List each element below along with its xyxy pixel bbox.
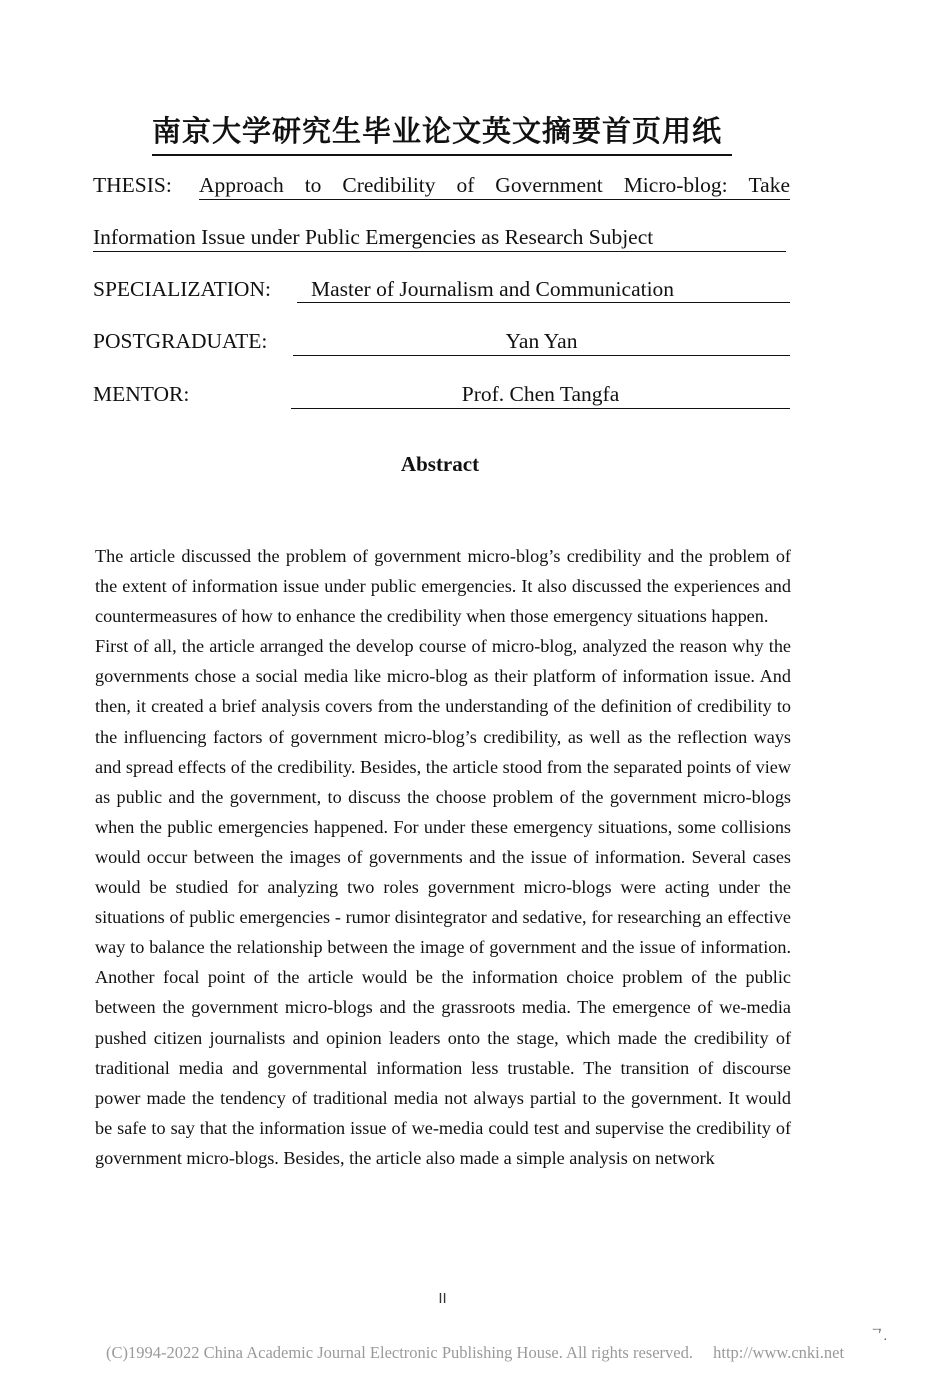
postgraduate-value: Yan Yan: [293, 328, 790, 356]
thesis-word: Approach: [199, 173, 284, 197]
mentor-label: MENTOR:: [93, 382, 190, 406]
thesis-word: to: [304, 173, 322, 197]
abstract-heading: Abstract: [400, 452, 480, 476]
thesis-row: [93, 172, 790, 202]
mentor-value: Prof. Chen Tangfa: [291, 381, 790, 409]
postgraduate-label: POSTGRADUATE:: [93, 329, 268, 353]
thesis-word: Government: [495, 173, 603, 197]
corner-mark: ᄀ.: [870, 1329, 888, 1344]
abstract-paragraph: First of all, the article arranged the develop course of micro-blog, analyzed the reason why the governments chose a social media like micro-blog as their platform of information issue. And then, it created a brief analysis covers from the understanding of the definition of credibility to the influencing factors of government micro-blog’s credibility, as well as the reflection ways and spread effects of the credibility. Besides, the article stood from the separated points of view as public and the government, to discuss the choose problem of the government micro-blogs when the public emergencies happened. For under these emergency situations, some collisions would occur between the images of governments and the issue of information. Several cases would be studied for analyzing two roles government micro-blogs were acting under the situations of public emergencies - rumor disintegrator and sedative, for researching an effective way to balance the relationship between the image of government and the issue of information. Another focal point of the article would be the information choice problem of the public between the government micro-blogs and the grassroots media. The emergence of we-media pushed citizen journalists and opinion leaders onto the stage, which made the credibility of traditional media and governmental information less trustable. The transition of discourse power made the tendency of traditional media not always partial to the government. It would be safe to say that the information issue of we-media could test and supervise the credibility of government micro-blogs. Besides, the article also made a simple analysis on network: [95, 636, 791, 1168]
page-number: II: [438, 1290, 447, 1307]
thesis-title-line2: Information Issue under Public Emergencies as Research Subject: [93, 224, 786, 252]
abstract-paragraph: The article discussed the problem of government micro-blog’s credibility and the problem of the extent of information issue under public emergencies. It also discussed the experiences and countermeasures of how to enhance the credibility when those emergency situations happen.: [95, 546, 791, 627]
specialization-value: Master of Journalism and Communication: [297, 276, 790, 303]
footer: [0, 1343, 950, 1363]
thesis-label: THESIS:: [93, 173, 172, 197]
thesis-word: Credibility: [342, 173, 436, 197]
footer-url[interactable]: http://www.cnki.net: [713, 1343, 845, 1362]
specialization-row: [93, 276, 790, 306]
page-title: 南京大学研究生毕业论文英文摘要首页用纸: [152, 112, 732, 156]
thesis-word: Micro-blog:: [623, 173, 728, 197]
specialization-label: SPECIALIZATION:: [93, 277, 271, 301]
abstract-body: [95, 541, 791, 1173]
footer-copyright: (C)1994-2022 China Academic Journal Electronic Publishing House. All rights reserved.: [105, 1343, 693, 1362]
postgraduate-row: [93, 328, 790, 358]
thesis-title-line1: [199, 172, 790, 200]
thesis-row-2: [93, 224, 790, 254]
thesis-word: Take: [748, 173, 790, 197]
thesis-word: of: [456, 173, 475, 197]
mentor-row: [93, 381, 790, 411]
